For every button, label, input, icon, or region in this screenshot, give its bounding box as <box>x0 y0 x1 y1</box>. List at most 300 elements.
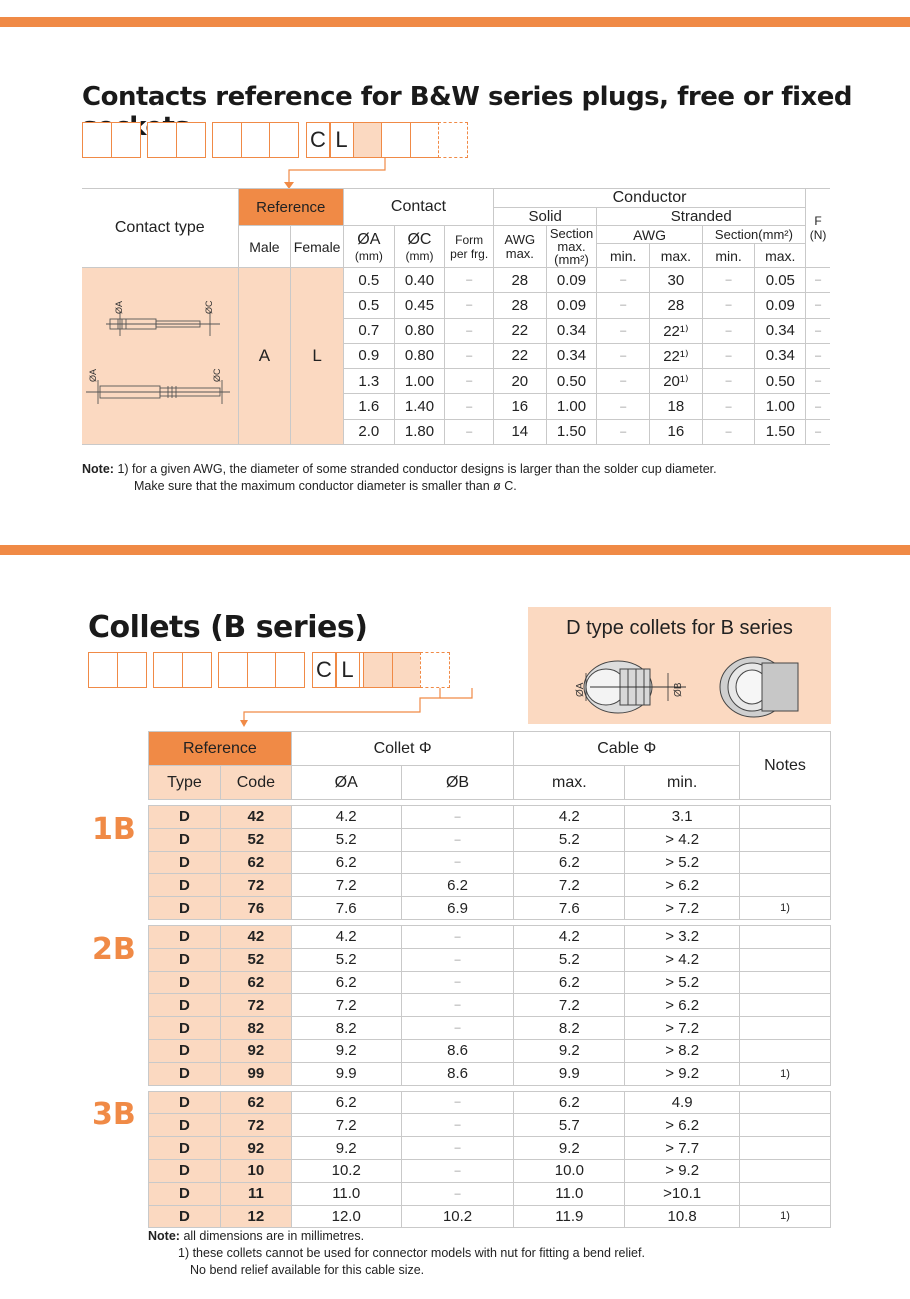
collet-label-b: ØB <box>673 682 684 697</box>
collets-code-connector <box>240 688 480 728</box>
form-value: – <box>445 343 494 368</box>
cable-min: > 7.2 <box>625 1017 740 1040</box>
section-value: 0.34 <box>546 318 597 343</box>
cable-max: 4.2 <box>514 806 625 829</box>
collets-title: Collets (B series) <box>88 610 368 645</box>
oc-value: 0.40 <box>394 268 445 293</box>
stranded-awg-min: – <box>597 268 650 293</box>
form-value: – <box>445 369 494 394</box>
collet-code: 42 <box>220 925 291 948</box>
notes-header: Notes <box>740 732 831 800</box>
stranded-section-max: 0.50 <box>755 369 806 394</box>
collet-ob: – <box>401 1137 514 1160</box>
cable-max: 7.2 <box>514 874 625 897</box>
reference-header: Reference <box>238 189 343 226</box>
code-box <box>212 122 242 158</box>
cable-min: > 7.7 <box>625 1137 740 1160</box>
stranded-awg-min: – <box>597 318 650 343</box>
code-letter: L <box>335 652 360 688</box>
contacts-note <box>82 461 842 495</box>
cable-max: 10.0 <box>514 1159 625 1182</box>
collet-note <box>740 1114 831 1137</box>
oa-unit: (mm) <box>354 248 383 263</box>
code-box <box>82 122 112 158</box>
drawing-label-a-bottom: ØA <box>88 368 98 382</box>
collet-oa: 8.2 <box>291 1017 401 1040</box>
cable-min: > 9.2 <box>625 1062 740 1085</box>
code-box <box>153 652 183 688</box>
collet-oa: 11.0 <box>291 1182 401 1205</box>
cable-max: 7.2 <box>514 994 625 1017</box>
collet-ob: – <box>401 1182 514 1205</box>
stranded-awg-max: 30 <box>650 268 703 293</box>
collet-ob: – <box>401 806 514 829</box>
stranded-section-max: 0.34 <box>755 343 806 368</box>
cable-max: 9.9 <box>514 1062 625 1085</box>
stranded-awg-min: – <box>597 369 650 394</box>
oc-value: 0.80 <box>394 343 445 368</box>
collet-oa: 10.2 <box>291 1159 401 1182</box>
collet-ob: – <box>401 1159 514 1182</box>
contact-type-header: Contact type <box>82 189 238 268</box>
type-header: Type <box>149 766 221 800</box>
collet-oa: 5.2 <box>291 828 401 851</box>
stranded-section-header: Section(mm²) <box>702 226 805 244</box>
collet-oa: 7.2 <box>291 1114 401 1137</box>
cable-min: > 8.2 <box>625 1039 740 1062</box>
collet-type: D <box>149 851 221 874</box>
collet-code: 62 <box>220 971 291 994</box>
table-row <box>149 1205 831 1228</box>
drawing-label-a-top: ØA <box>114 300 124 314</box>
cable-max: 8.2 <box>514 1017 625 1040</box>
force-value: – <box>806 343 830 368</box>
awg-value: 20 <box>493 369 546 394</box>
stranded-section-max: 1.50 <box>755 419 806 444</box>
reference-header: Reference <box>149 732 292 766</box>
stranded-awg-header: AWG <box>597 226 702 244</box>
collet-ob: – <box>401 948 514 971</box>
section-max-header: Section max. (mm²) <box>546 226 597 268</box>
cable-max: 5.2 <box>514 828 625 851</box>
oc-value: 1.40 <box>394 394 445 419</box>
collet-oa: 9.2 <box>291 1137 401 1160</box>
oc-label: ØC <box>407 230 432 248</box>
collet-oa: 5.2 <box>291 948 401 971</box>
awg-value: 22 <box>493 343 546 368</box>
stranded-section-min: – <box>702 419 755 444</box>
collet-type: D <box>149 874 221 897</box>
stranded-awg-min: – <box>597 419 650 444</box>
code-box-optional <box>420 652 450 688</box>
conductor-header: Conductor <box>493 189 805 208</box>
collet-note <box>740 971 831 994</box>
stranded-awg-min: – <box>597 343 650 368</box>
awg-value: 14 <box>493 419 546 444</box>
collet-ob: – <box>401 925 514 948</box>
stranded-awg-min: – <box>597 293 650 318</box>
collet-label-a: ØA <box>575 682 586 697</box>
collet-code: 42 <box>220 806 291 829</box>
awg-min-header: min. <box>597 244 650 268</box>
form-value: – <box>445 419 494 444</box>
collet-illustration <box>528 607 831 724</box>
collet-oa: 7.2 <box>291 994 401 1017</box>
cable-min: > 4.2 <box>625 948 740 971</box>
collets-table <box>148 731 831 1228</box>
collet-header: Collet Φ <box>291 732 514 766</box>
cable-header: Cable Φ <box>514 732 740 766</box>
drawing-label-c-top: ØC <box>204 300 214 314</box>
collet-oa: 7.6 <box>291 897 401 920</box>
code-box-optional <box>438 122 468 158</box>
code-box-highlighted <box>353 122 383 158</box>
collet-type: D <box>149 828 221 851</box>
cable-min: > 5.2 <box>625 971 740 994</box>
collets-note <box>148 1228 848 1279</box>
collet-oa: 6.2 <box>291 971 401 994</box>
form-value: – <box>445 318 494 343</box>
note-text-1: 1) for a given AWG, the diameter of some stranded conductor designs is larger than the solder cup diameter. <box>117 462 717 476</box>
table-row <box>149 828 831 851</box>
collet-code: 62 <box>220 1091 291 1114</box>
contact-drawing-cell <box>82 268 238 445</box>
section-max2-header: max. <box>755 244 806 268</box>
oc-header <box>394 226 445 268</box>
force-header: F (N) <box>806 189 830 268</box>
code-box <box>147 122 177 158</box>
contacts-code-connector <box>280 158 400 190</box>
oc-value: 1.00 <box>394 369 445 394</box>
cable-max: 9.2 <box>514 1039 625 1062</box>
series-label-3b: 3B <box>92 1097 136 1132</box>
cable-max: 6.2 <box>514 1091 625 1114</box>
collet-note: 1) <box>740 1062 831 1085</box>
cable-min-header: min. <box>625 766 740 800</box>
awg-value: 28 <box>493 268 546 293</box>
stranded-awg-max: 16 <box>650 419 703 444</box>
series-label-2b: 2B <box>92 932 136 967</box>
oa-value: 0.7 <box>343 318 394 343</box>
cable-min: >10.1 <box>625 1182 740 1205</box>
collet-code: 72 <box>220 994 291 1017</box>
table-row <box>149 994 831 1017</box>
stranded-section-min: – <box>702 394 755 419</box>
form-value: – <box>445 293 494 318</box>
code-box <box>247 652 277 688</box>
contacts-part-code <box>82 122 467 158</box>
collet-oa: 12.0 <box>291 1205 401 1228</box>
collet-oa: 6.2 <box>291 1091 401 1114</box>
section-min-header: min. <box>702 244 755 268</box>
stranded-section-min: – <box>702 318 755 343</box>
stranded-awg-max: 22¹⁾ <box>650 318 703 343</box>
collet-code: 52 <box>220 828 291 851</box>
collet-ob: – <box>401 1091 514 1114</box>
collet-oa: 9.9 <box>291 1062 401 1085</box>
awg-max2-header: max. <box>650 244 703 268</box>
contact-header: Contact <box>343 189 493 226</box>
middle-accent-bar <box>0 545 910 555</box>
collet-note <box>740 1039 831 1062</box>
collet-code: 76 <box>220 897 291 920</box>
collet-note <box>740 1182 831 1205</box>
code-box <box>111 122 141 158</box>
cable-max: 6.2 <box>514 851 625 874</box>
collet-note <box>740 948 831 971</box>
collets-note-line2: 1) these collets cannot be used for connector models with nut for fitting a bend relief. <box>178 1246 645 1260</box>
collet-note: 1) <box>740 897 831 920</box>
stranded-awg-max: 18 <box>650 394 703 419</box>
table-row <box>149 1114 831 1137</box>
cable-min: 4.9 <box>625 1091 740 1114</box>
collet-type: D <box>149 1039 221 1062</box>
collet-code: 11 <box>220 1182 291 1205</box>
section-value: 0.09 <box>546 293 597 318</box>
collet-code: 62 <box>220 851 291 874</box>
cable-min: 10.8 <box>625 1205 740 1228</box>
collet-type: D <box>149 925 221 948</box>
code-box <box>176 122 206 158</box>
force-value: – <box>806 293 830 318</box>
collet-type: D <box>149 806 221 829</box>
force-value: – <box>806 268 830 293</box>
code-box-highlighted <box>363 652 393 688</box>
collet-oa: 9.2 <box>291 1039 401 1062</box>
code-box <box>218 652 248 688</box>
collet-ob: 10.2 <box>401 1205 514 1228</box>
force-value: – <box>806 318 830 343</box>
stranded-section-max: 1.00 <box>755 394 806 419</box>
solid-header: Solid <box>493 208 596 226</box>
code-box-highlighted <box>392 652 422 688</box>
oc-value: 0.80 <box>394 318 445 343</box>
code-letter: C <box>306 122 331 158</box>
oa-header <box>343 226 394 268</box>
oc-value: 0.45 <box>394 293 445 318</box>
collet-note: 1) <box>740 1205 831 1228</box>
cable-max: 11.9 <box>514 1205 625 1228</box>
awg-value: 28 <box>493 293 546 318</box>
stranded-section-min: – <box>702 293 755 318</box>
collet-ob: 8.6 <box>401 1062 514 1085</box>
collet-code: 72 <box>220 874 291 897</box>
oa-value: 2.0 <box>343 419 394 444</box>
collet-type: D <box>149 1182 221 1205</box>
code-box <box>117 652 147 688</box>
table-row <box>149 806 831 829</box>
code-box <box>381 122 411 158</box>
female-header: Female <box>291 226 344 268</box>
table-row <box>149 1137 831 1160</box>
collet-type: D <box>149 1205 221 1228</box>
note-label: Note: <box>148 1229 180 1243</box>
table-row <box>149 1091 831 1114</box>
collet-note <box>740 994 831 1017</box>
cable-max: 5.7 <box>514 1114 625 1137</box>
cable-min: > 6.2 <box>625 874 740 897</box>
code-box <box>241 122 271 158</box>
oc-value: 1.80 <box>394 419 445 444</box>
collet-code: 92 <box>220 1137 291 1160</box>
collet-ob: – <box>401 851 514 874</box>
code-box <box>269 122 299 158</box>
collet-note <box>740 1091 831 1114</box>
male-reference-value: A <box>238 268 291 445</box>
collet-note <box>740 874 831 897</box>
stranded-section-min: – <box>702 268 755 293</box>
code-box <box>275 652 305 688</box>
collet-note <box>740 1159 831 1182</box>
collet-oa: 7.2 <box>291 874 401 897</box>
collet-oa: 4.2 <box>291 806 401 829</box>
table-row <box>149 948 831 971</box>
collet-oa-header: ØA <box>291 766 401 800</box>
cable-min: 3.1 <box>625 806 740 829</box>
collet-note <box>740 828 831 851</box>
drawing-label-c-bottom: ØC <box>212 368 222 382</box>
collet-ob: 6.2 <box>401 874 514 897</box>
form-value: – <box>445 268 494 293</box>
section-value: 0.09 <box>546 268 597 293</box>
cable-min: > 7.2 <box>625 897 740 920</box>
collet-ob-header: ØB <box>401 766 514 800</box>
table-row <box>149 925 831 948</box>
collet-type: D <box>149 1137 221 1160</box>
collet-type: D <box>149 897 221 920</box>
form-header <box>445 226 494 268</box>
collet-ob: – <box>401 1114 514 1137</box>
collet-type: D <box>149 1114 221 1137</box>
form-value: – <box>445 394 494 419</box>
stranded-section-min: – <box>702 369 755 394</box>
awg-max-header: AWG max. <box>493 226 546 268</box>
collet-oa: 4.2 <box>291 925 401 948</box>
stranded-section-max: 0.09 <box>755 293 806 318</box>
collet-note <box>740 925 831 948</box>
collet-ob: – <box>401 828 514 851</box>
collets-note-line3: No bend relief available for this cable size. <box>190 1263 425 1277</box>
collet-ob: – <box>401 994 514 1017</box>
section-value: 0.50 <box>546 369 597 394</box>
stranded-section-max: 0.05 <box>755 268 806 293</box>
collet-note <box>740 1137 831 1160</box>
collets-part-code <box>88 652 449 688</box>
cable-max: 7.6 <box>514 897 625 920</box>
cable-max: 6.2 <box>514 971 625 994</box>
section-value: 1.00 <box>546 394 597 419</box>
collet-ob: 8.6 <box>401 1039 514 1062</box>
cable-min: > 5.2 <box>625 851 740 874</box>
table-row <box>149 1182 831 1205</box>
oa-value: 0.5 <box>343 268 394 293</box>
table-row <box>149 1062 831 1085</box>
force-value: – <box>806 419 830 444</box>
note-text-1: all dimensions are in millimetres. <box>183 1229 365 1243</box>
table-row <box>149 897 831 920</box>
cable-max: 11.0 <box>514 1182 625 1205</box>
collet-type: D <box>149 971 221 994</box>
collet-type: D <box>149 1062 221 1085</box>
table-row <box>82 268 830 293</box>
code-letter: C <box>312 652 337 688</box>
note-label: Note: <box>82 462 114 476</box>
stranded-header: Stranded <box>597 208 806 226</box>
collet-ob: – <box>401 1017 514 1040</box>
stranded-awg-max: 22¹⁾ <box>650 343 703 368</box>
table-row <box>149 971 831 994</box>
cable-max: 9.2 <box>514 1137 625 1160</box>
cable-max-header: max. <box>514 766 625 800</box>
cable-min: > 3.2 <box>625 925 740 948</box>
collet-code: 12 <box>220 1205 291 1228</box>
table-row <box>149 874 831 897</box>
cable-min: > 9.2 <box>625 1159 740 1182</box>
section-value: 0.34 <box>546 343 597 368</box>
cable-min: > 6.2 <box>625 1114 740 1137</box>
oc-unit: (mm) <box>405 248 434 263</box>
contacts-title: Contacts reference for B&W series plugs, free or fixed <box>82 82 853 112</box>
table-row <box>149 851 831 874</box>
stranded-section-max: 0.34 <box>755 318 806 343</box>
collet-code: 92 <box>220 1039 291 1062</box>
oa-value: 0.9 <box>343 343 394 368</box>
contact-drawing <box>82 268 234 444</box>
stranded-section-min: – <box>702 343 755 368</box>
code-box <box>88 652 118 688</box>
stranded-awg-max: 28 <box>650 293 703 318</box>
collet-type: D <box>149 1091 221 1114</box>
collet-note <box>740 1017 831 1040</box>
code-letter: L <box>329 122 354 158</box>
male-header: Male <box>238 226 291 268</box>
collet-ob: – <box>401 971 514 994</box>
cable-max: 5.2 <box>514 948 625 971</box>
collet-note <box>740 851 831 874</box>
collets-note-line1 <box>148 1228 848 1245</box>
form-label: Form <box>455 232 484 247</box>
code-box <box>182 652 212 688</box>
oa-label: ØA <box>357 230 381 248</box>
stranded-awg-max: 20¹⁾ <box>650 369 703 394</box>
code-box <box>410 122 440 158</box>
force-value: – <box>806 394 830 419</box>
stranded-awg-min: – <box>597 394 650 419</box>
contacts-note-line2: Make sure that the maximum conductor diameter is smaller than ø C. <box>134 479 517 493</box>
dtype-title: D type collets for B series <box>566 617 793 639</box>
collet-code: 82 <box>220 1017 291 1040</box>
collet-ob: 6.9 <box>401 897 514 920</box>
collet-oa: 6.2 <box>291 851 401 874</box>
dtype-collets-panel <box>528 607 831 724</box>
oa-value: 1.3 <box>343 369 394 394</box>
contacts-table <box>82 188 830 445</box>
table-row <box>149 1159 831 1182</box>
table-row <box>149 1017 831 1040</box>
awg-value: 22 <box>493 318 546 343</box>
force-value: – <box>806 369 830 394</box>
collet-type: D <box>149 1159 221 1182</box>
per-frg-label: per frg. <box>450 246 489 261</box>
collet-note <box>740 806 831 829</box>
section-value: 1.50 <box>546 419 597 444</box>
oa-value: 1.6 <box>343 394 394 419</box>
collet-code: 52 <box>220 948 291 971</box>
female-reference-value: L <box>291 268 344 445</box>
collet-code: 72 <box>220 1114 291 1137</box>
contacts-note-line1 <box>82 461 842 478</box>
collet-type: D <box>149 1017 221 1040</box>
